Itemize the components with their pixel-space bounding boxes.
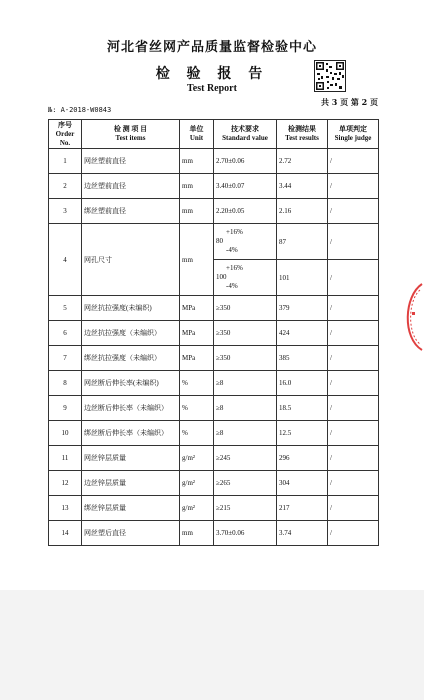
cell-unit: %	[180, 396, 214, 421]
cell-order-no: 6	[49, 321, 82, 346]
table-row	[49, 174, 379, 199]
cell-order-no: 2	[49, 174, 82, 199]
table-row	[49, 521, 379, 546]
header-unit: 单位 Unit	[180, 120, 214, 149]
page-info: 共 3 页 第 2 页	[320, 97, 378, 107]
table-row	[49, 371, 379, 396]
std-plus-tolerance: +16%	[226, 264, 243, 272]
table-header-row	[49, 120, 379, 149]
cell-judge: /	[328, 174, 379, 199]
page-bottom-margin	[0, 590, 424, 700]
cell-unit: mm	[180, 224, 214, 296]
cell-unit: g/m²	[180, 471, 214, 496]
cell-result: 2.16	[277, 199, 328, 224]
cell-result: 2.72	[277, 149, 328, 174]
cell-unit: mm	[180, 149, 214, 174]
cell-standard: 3.70±0.06	[214, 521, 277, 546]
official-stamp-fragment	[398, 282, 424, 352]
table-row	[49, 296, 379, 321]
cell-unit: MPa	[180, 346, 214, 371]
cell-judge: /	[328, 321, 379, 346]
table-row	[49, 446, 379, 471]
cell-order-no: 7	[49, 346, 82, 371]
cell-standard: 2.70±0.06	[214, 149, 277, 174]
cell-result: 16.0	[277, 371, 328, 396]
cell-test-item: 绑丝抗拉强度（未编织）	[82, 346, 180, 371]
cell-test-item: 网丝塑后直径	[82, 521, 180, 546]
table-row	[49, 321, 379, 346]
report-title-en: Test Report	[187, 83, 237, 94]
std-base-value: 80	[216, 237, 223, 245]
cell-result: 385	[277, 346, 328, 371]
cell-standard: 2.20±0.05	[214, 199, 277, 224]
header-test-items: 检 测 项 目 Test items	[82, 120, 180, 149]
organization-name: 河北省丝网产品质量监督检验中心	[106, 40, 317, 55]
cell-order-no: 13	[49, 496, 82, 521]
cell-order-no: 4	[49, 224, 82, 296]
table-row	[49, 346, 379, 371]
cell-standard: ≥350	[214, 296, 277, 321]
cell-order-no: 8	[49, 371, 82, 396]
cell-test-item: 网丝塑前直径	[82, 149, 180, 174]
cell-test-item: 网丝锌层质量	[82, 446, 180, 471]
cell-result: 101	[277, 260, 328, 296]
cell-judge: /	[328, 421, 379, 446]
results-table	[48, 119, 379, 546]
cell-order-no: 10	[49, 421, 82, 446]
cell-unit: %	[180, 371, 214, 396]
header-test-results: 检测结果 Test results	[277, 120, 328, 149]
cell-judge: /	[328, 149, 379, 174]
table-row	[49, 496, 379, 521]
cell-test-item: 边丝断后伸长率（未编织）	[82, 396, 180, 421]
table-row	[49, 471, 379, 496]
header-single-judge: 单项判定 Single judge	[328, 120, 379, 149]
cell-result: 304	[277, 471, 328, 496]
cell-result: 87	[277, 224, 328, 260]
std-plus-tolerance: +16%	[226, 228, 243, 236]
cell-order-no: 14	[49, 521, 82, 546]
cell-result: 424	[277, 321, 328, 346]
cell-test-item: 网孔尺寸	[82, 224, 180, 296]
cell-standard	[214, 260, 277, 296]
cell-result: 12.5	[277, 421, 328, 446]
cell-result: 3.74	[277, 521, 328, 546]
cell-judge: /	[328, 371, 379, 396]
cell-judge: /	[328, 224, 379, 260]
cell-result: 217	[277, 496, 328, 521]
cell-test-item: 边丝抗拉强度（未编织）	[82, 321, 180, 346]
cell-result: 3.44	[277, 174, 328, 199]
header-order-no: 序号 Order No.	[49, 120, 82, 149]
cell-test-item: 网丝抗拉强度(未编织)	[82, 296, 180, 321]
table-row	[49, 149, 379, 174]
cell-judge: /	[328, 446, 379, 471]
cell-test-item: 绑丝锌层质量	[82, 496, 180, 521]
table-row	[49, 421, 379, 446]
table-row	[49, 396, 379, 421]
cell-judge: /	[328, 471, 379, 496]
cell-judge: /	[328, 496, 379, 521]
cell-test-item: 绑丝断后伸长率（未编织）	[82, 421, 180, 446]
cell-judge: /	[328, 199, 379, 224]
cell-unit: mm	[180, 199, 214, 224]
cell-unit: g/m²	[180, 446, 214, 471]
cell-unit: MPa	[180, 296, 214, 321]
report-number: №: A-2018-W0843	[48, 106, 112, 114]
cell-test-item: 边丝锌层质量	[82, 471, 180, 496]
report-title-zh: 检 验 报 告	[155, 66, 269, 82]
cell-order-no: 3	[49, 199, 82, 224]
cell-order-no: 11	[49, 446, 82, 471]
cell-result: 296	[277, 446, 328, 471]
cell-test-item: 网丝断后伸长率(未编织)	[82, 371, 180, 396]
qr-code-icon	[314, 60, 346, 92]
cell-unit: mm	[180, 521, 214, 546]
cell-standard: ≥215	[214, 496, 277, 521]
cell-standard: ≥245	[214, 446, 277, 471]
std-minus-tolerance: -4%	[226, 282, 238, 290]
cell-judge: /	[328, 260, 379, 296]
std-minus-tolerance: -4%	[226, 246, 238, 254]
cell-standard: 3.40±0.07	[214, 174, 277, 199]
cell-standard: ≥350	[214, 321, 277, 346]
cell-unit: MPa	[180, 321, 214, 346]
cell-judge: /	[328, 521, 379, 546]
cell-result: 18.5	[277, 396, 328, 421]
cell-judge: /	[328, 346, 379, 371]
table-row	[49, 199, 379, 224]
cell-test-item: 绑丝塑前直径	[82, 199, 180, 224]
cell-order-no: 5	[49, 296, 82, 321]
std-base-value: 100	[216, 273, 227, 281]
cell-order-no: 12	[49, 471, 82, 496]
cell-judge: /	[328, 296, 379, 321]
table-row	[49, 224, 379, 260]
cell-order-no: 1	[49, 149, 82, 174]
cell-unit: mm	[180, 174, 214, 199]
cell-standard: ≥350	[214, 346, 277, 371]
cell-unit: g/m²	[180, 496, 214, 521]
cell-standard	[214, 224, 277, 260]
cell-result: 379	[277, 296, 328, 321]
cell-unit: %	[180, 421, 214, 446]
cell-standard: ≥8	[214, 396, 277, 421]
cell-test-item: 边丝塑前直径	[82, 174, 180, 199]
header-standard-value: 技术要求 Standard value	[214, 120, 277, 149]
cell-standard: ≥265	[214, 471, 277, 496]
cell-standard: ≥8	[214, 371, 277, 396]
cell-judge: /	[328, 396, 379, 421]
cell-order-no: 9	[49, 396, 82, 421]
cell-standard: ≥8	[214, 421, 277, 446]
